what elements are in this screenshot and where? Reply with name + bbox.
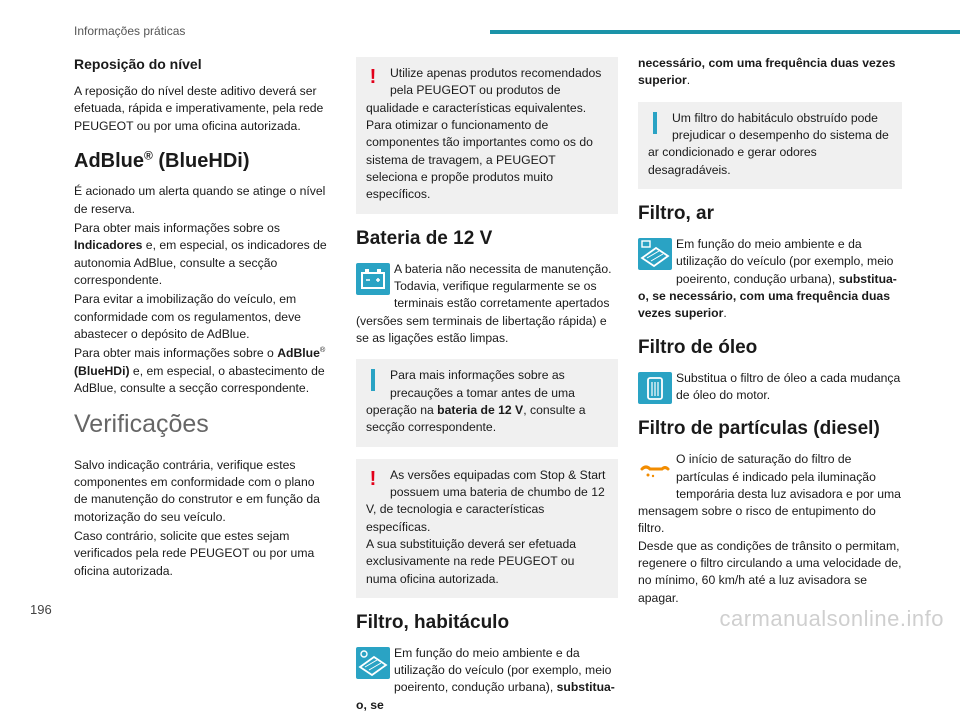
cabin-filter-section (356, 645, 618, 714)
warning-text-products: Utilize apenas produtos recomendados pela PEUGEOT ou produtos de qualidade e características equivalentes. Para otimizar o funcionamento de componentes tão importantes como os do sistema de travagem, a PEUGEOT seleciona e propõe produtos muito específicos. (366, 66, 602, 202)
adblue-p1: É acionado um alerta quando se atinge o nível de reserva. (74, 184, 326, 216)
watermark: carmanualsonline.info (719, 606, 944, 631)
battery-text: A bateria não necessita de manutenção. Todavia, verifique regularmente se os terminais estão corretamente apertados (versões sem terminais de libertação rápida) e se as ligações estão limpas. (356, 261, 612, 345)
adblue-p4 (74, 345, 328, 397)
adblue-p2a: Para obter mais informações sobre os (74, 220, 280, 235)
info-battery-b: bateria de 12 V (437, 402, 524, 417)
page-number: 196 (30, 602, 52, 617)
cabin-cont-dot: . (686, 73, 691, 88)
column-3 (638, 55, 902, 607)
column-1 (74, 55, 328, 582)
dpf-text-2: Desde que as condições de trânsito o permitam, regenere o filtro circulando a uma velocidade de, no mínimo, 60 km/h até a luz avisadora se apagar. (638, 538, 902, 605)
warning-icon: ! (369, 66, 377, 88)
air-filter-icon (638, 238, 672, 270)
warning-box-products (356, 57, 618, 214)
oil-filter-icon (638, 372, 672, 404)
dpf-text-1: O início de saturação do filtro de partículas é indicado pela iluminação temporária desta luz avisadora e por uma mensagem sobre o risco de entupimento do filtro. (638, 452, 901, 536)
checks-title: Verificações (74, 410, 209, 439)
checks-p1: Salvo indicação contrária, verifique estes componentes em conformidade com o plano de manutenção do construtor e em função da motorização do seu veículo. (74, 457, 320, 524)
reset-text: A reposição do nível deste aditivo deverá ser efetuada, rápida e imperativamente, pela rede PEUGEOT ou por uma oficina autorizada. (74, 83, 324, 133)
air-filter-dot: . (723, 306, 727, 321)
warning-stopstart-a: As versões equipadas com Stop & Start possuem uma bateria de chumbo de 12 V, de tecnologia e características específicas. (366, 467, 606, 534)
registered-mark: ® (144, 148, 153, 163)
info-icon (648, 110, 662, 134)
oil-filter-section (638, 370, 902, 405)
air-filter-title: Filtro, ar (638, 202, 715, 224)
cabin-filter-title: Filtro, habitáculo (356, 611, 510, 633)
adblue-title-suffix: (BlueHDi) (152, 149, 250, 172)
cabin-filter-icon (356, 647, 390, 679)
warning-icon: ! (369, 467, 377, 490)
adblue-title (74, 147, 328, 175)
warning-box-stopstart (356, 459, 618, 598)
oil-filter-text: Substitua o filtro de óleo a cada mudança de óleo do motor. (676, 370, 901, 402)
cabin-filter-text-a: Em função do meio ambiente e da utilização do veículo (por exemplo, meio poeirento, condução urbana), (394, 645, 612, 695)
adblue-p2c: e, em especial, os indicadores de autonomia AdBlue, consulte a secção correspondente. (74, 238, 327, 287)
header-accent-bar (490, 30, 960, 34)
dpf-section (638, 451, 902, 607)
info-battery-c: , consulte a secção correspondente. (366, 402, 586, 435)
dpf-title: Filtro de partículas (diesel) (638, 418, 880, 440)
cabin-filter-continued (638, 55, 902, 90)
info-battery-a: Para mais informações sobre as precauções a tomar antes de uma operação na (366, 368, 575, 417)
oil-filter-title: Filtro de óleo (638, 336, 758, 358)
battery-title: Bateria de 12 V (356, 227, 493, 249)
adblue-p3: Para evitar a imobilização do veículo, em conformidade com os regulamentos, deve abastecer o depósito de AdBlue. (74, 292, 301, 341)
adblue-p4-reg: ® (319, 345, 326, 355)
cabin-cont-bold: necessário, com uma frequência duas vezes superior (638, 56, 896, 88)
battery-icon (356, 263, 390, 295)
adblue-p4a: Para obter mais informações sobre o (74, 346, 278, 361)
adblue-p4c: (BlueHDi) (74, 363, 130, 378)
air-filter-section (638, 236, 902, 323)
cabin-filter-text-b: substitua-o, se (356, 680, 615, 712)
air-filter-text-b: substitua-o, se necessário, com uma frequência duas vezes superior (638, 271, 897, 321)
warning-stopstart-b: A sua substituição deverá ser efetuada exclusivamente na rede PEUGEOT ou numa oficina autorizada. (366, 536, 577, 586)
dpf-warning-light-icon (638, 453, 672, 485)
adblue-title-text: AdBlue (74, 149, 144, 172)
adblue-p2b: Indicadores (74, 238, 143, 253)
adblue-p2 (74, 220, 328, 289)
info-cabin-text: Um filtro do habitáculo obstruído pode prejudicar o desempenho do sistema de ar condicionado e gerar odores desagradáveis. (648, 110, 889, 177)
air-filter-text-a: Em função do meio ambiente e da utilização do veículo (por exemplo, meio poeirento, condução urbana), (676, 236, 894, 286)
reset-title: Reposição do nível (74, 56, 202, 72)
adblue-p4d: e, em especial, o abastecimento de AdBlue, consulte a secção correspondente. (74, 363, 325, 395)
column-2 (356, 55, 618, 726)
battery-section (356, 261, 618, 348)
adblue-p4b: AdBlue (277, 346, 320, 361)
checks-p2: Caso contrário, solicite que estes sejam verificados pela rede PEUGEOT ou por uma oficina autorizada. (74, 529, 315, 578)
section-header: Informações práticas (74, 24, 186, 38)
info-box-battery (356, 359, 618, 446)
info-box-cabin-filter (638, 102, 902, 189)
info-icon (366, 367, 380, 391)
